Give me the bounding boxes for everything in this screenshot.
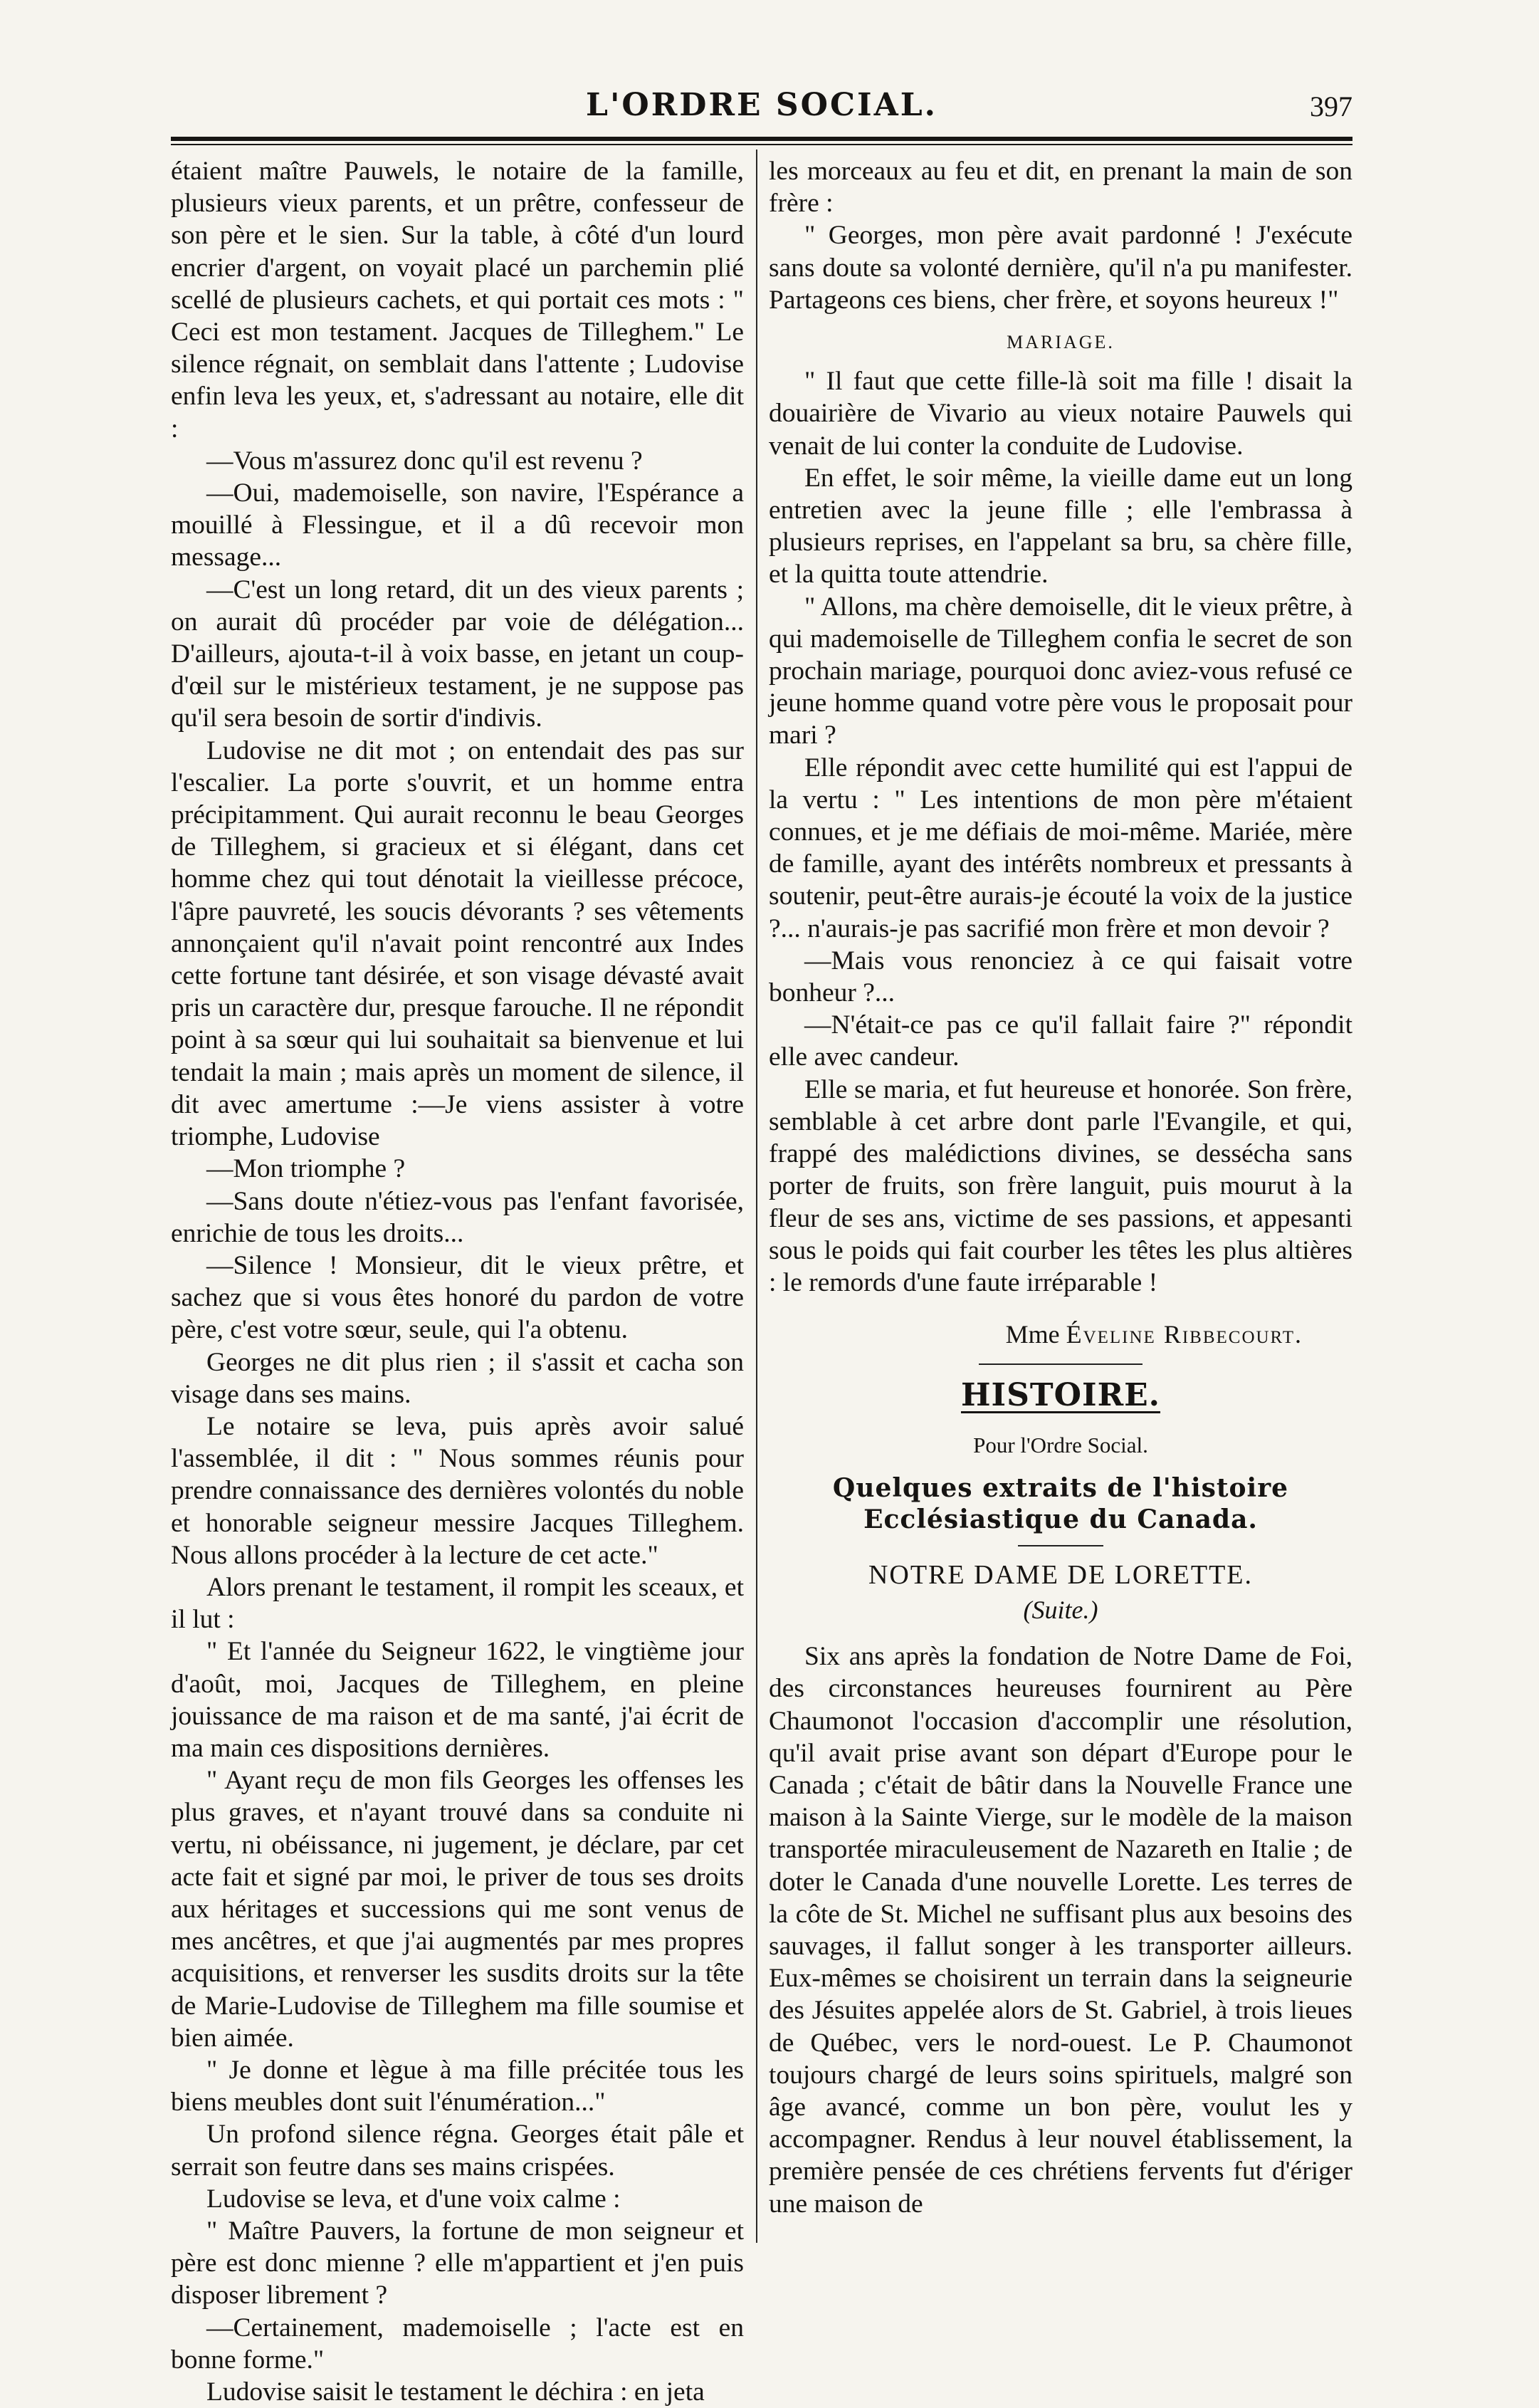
paragraph: Six ans après la fondation de Notre Dame de Foi, des circonstances heureuses fournirent au Père Chaumonot l'occasion d'accomplir une résolution, qu'il avait prise avant son départ d'Europe pour le Canada ; c'était de bâtir dans la Nouvelle France une maison à la Sainte Vierge, sur le modèle de la maison transportée miraculeusement de Nazareth en Italie ; de doter le Canada d'une nouvelle Lorette. Les terres de la côte de St. Michel ne suffisant plus aux besoins des sauvages, il fallut songer à les transporter ailleurs. Eux-mêmes se choisirent un terrain dans la seigneurie des Jésuites appelée alors de St. Gabriel, à trois lieues de Québec, vers le nord-ouest. Le P. Chaumonot toujours chargé de leurs soins spirituels, malgré son âge avancé, comme un bon père, voulut les y accompagner. Rendus à leur nouvel établissement, la première pensée de ces chrétiens fervents fut d'ériger une maison de: [769, 1642, 1352, 2219]
column-divider: [756, 150, 757, 2243]
header-rule-thick: [171, 137, 1352, 141]
mariage-heading: MARIAGE.: [1007, 332, 1115, 353]
paragraph: Ludovise ne dit mot ; on entendait des pas sur l'escalier. La porte s'ouvrit, et un homme entra précipitamment. Qui aurait reconnu le beau Georges de Tilleghem, si gracieux et si élégant, dans cet homme chez qui tout dénotait la vieillesse précoce, l'âpre pauvreté, les soucis dévorants ? ses vêtements annonçaient qu'il n'avait point rencontré aux Indes cette fortune tant désirée, et son visage dévasté avait pris un caractère dur, presque farouche. Il ne répondit point à sa sœur qui lui souhaitait sa bienvenue et lui tendait la main ; mais après un moment de silence, il dit avec amertume :—Je viens assister à votre triomphe, Ludovise: [171, 736, 744, 1152]
section-title: HISTOIRE.: [960, 1377, 1160, 1414]
chapter-title: NOTRE DAME DE LORETTE.: [868, 1559, 1254, 1590]
left-column: [171, 155, 744, 2408]
article-title: Quelques extraits de l'histoire Ecclésiastique du Canada.: [832, 1472, 1289, 1534]
header-rule-thin: [171, 144, 1352, 145]
paragraph: —Oui, mademoiselle, son navire, l'Espérance a mouillé à Flessingue, et il a dû recevoir mon message...: [171, 478, 744, 572]
paragraph: " Ayant reçu de mon fils Georges les offenses les plus graves, et n'ayant trouvé dans sa conduite ni vertu, ni obéissance, ni jugement, je déclare, par cet acte fait et signé par moi, le priver de tous ses droits aux héritages et successions qui me sont venus de mes ancêtres, et que j'ai augmentés par mes propres acquisitions, et renverser les susdits droits sur la tête de Marie-Ludovise de Tilleghem ma fille soumise et bien aimée.: [171, 1766, 744, 2053]
section-separator: [979, 1363, 1143, 1365]
newspaper-title: L'ORDRE SOCIAL.: [586, 87, 937, 123]
paragraph: —Mon triomphe ?: [206, 1154, 406, 1184]
page-number: 397: [1310, 90, 1352, 122]
masthead: [171, 87, 1352, 134]
paragraph: —N'était-ce pas ce qu'il fallait faire ?" répondit elle avec candeur.: [769, 1010, 1352, 1072]
section-subtitle: Pour l'Ordre Social.: [973, 1432, 1148, 1457]
paragraph: Alors prenant le testament, il rompit les sceaux, et il lut :: [171, 1572, 744, 1635]
paragraph: " Et l'année du Seigneur 1622, le vingtième jour d'août, moi, Jacques de Tilleghem, en pleine jouissance de ma raison et de ma santé, j'ai écrit de ma main ces dispositions dernières.: [171, 1637, 744, 1763]
paragraph: étaient maître Pauwels, le notaire de la famille, plusieurs vieux parents, et un prêtre, confesseur de son père et le sien. Sur la table, à côté d'un lourd encrier d'argent, on voyait placé un parchemin plié scellé de plusieurs cachets, et qui portait ces mots : " Ceci est mon testament. Jacques de Tilleghem." Le silence régnait, on semblait dans l'attente ; Ludovise enfin leva les yeux, et, s'adressant au notaire, elle dit :: [171, 157, 744, 444]
paragraph: " Georges, mon père avait pardonné ! J'exécute sans doute sa volonté dernière, qu'il n'a pu manifester. Partageons ces biens, cher frère, et soyons heureux !": [769, 221, 1352, 315]
paragraph: les morceaux au feu et dit, en prenant la main de son frère :: [769, 157, 1352, 219]
paragraph: —Certainement, mademoiselle ; l'acte est en bonne forme.": [171, 2313, 744, 2375]
right-column: [769, 155, 1352, 2220]
paragraph: —Sans doute n'étiez-vous pas l'enfant favorisée, enrichie de tous les droits...: [171, 1186, 744, 1248]
signature-prefix: Mme: [1005, 1320, 1060, 1349]
paragraph: " Je donne et lègue à ma fille précitée tous les biens meubles dont suit l'énumération...": [171, 2055, 744, 2118]
paragraph: Le notaire se leva, puis après avoir salué l'assemblée, il dit : " Nous sommes réunis pour prendre connaissance des dernières volontés du noble et honorable seigneur messire Jacques Tilleghem. Nous allons procéder à la lecture de cet acte.": [171, 1411, 744, 1570]
paragraph: Un profond silence régna. Georges était pâle et serrait son feutre dans ses mains crispées.: [171, 2120, 744, 2182]
paragraph: —C'est un long retard, dit un des vieux parents ; on aurait dû procéder par voie de délégation... D'ailleurs, ajouta-t-il à voix basse, en jetant un coup-d'œil sur le mistérieux testament, je ne suppose pas qu'il sera besoin de sortir d'indivis.: [171, 575, 744, 733]
paragraph: —Mais vous renonciez à ce qui faisait votre bonheur ?...: [769, 946, 1352, 1008]
paragraph: En effet, le soir même, la vieille dame eut un long entretien avec la jeune fille ; elle l'embrassa à plusieurs reprises, en l'appelant sa bru, sa chère fille, et la quitta toute attendrie.: [769, 463, 1352, 590]
paragraph: —Vous m'assurez donc qu'il est revenu ?: [206, 446, 643, 476]
paragraph: " Maître Pauvers, la fortune de mon seigneur et père est donc mienne ? elle m'appartient et j'en puis disposer librement ?: [171, 2216, 744, 2310]
paragraph: " Il faut que cette fille-là soit ma fille ! disait la douairière de Vivario au vieux notaire Pauwels qui venait de lui conter la conduite de Ludovise.: [769, 367, 1352, 461]
paragraph: —Silence ! Monsieur, dit le vieux prêtre, et sachez que si vous êtes honoré du pardon de votre père, c'est votre sœur, seule, qui l'a obtenu.: [171, 1250, 744, 1345]
chapter-note: (Suite.): [1023, 1595, 1098, 1624]
title-rule: [1018, 1545, 1103, 1546]
paragraph: Elle se maria, et fut heureuse et honorée. Son frère, semblable à cet arbre dont parle l'Evangile, et qui, frappé des malédictions divines, se dessécha sans porter de fruits, son frère languit, puis mourut à la fleur de ses ans, victime de ses passions, et appesanti sous le poids qui fait courber les têtes les plus altières : le remords d'une faute irréparable !: [769, 1074, 1352, 1297]
paragraph: Ludovise se leva, et d'une voix calme :: [206, 2184, 621, 2214]
signature-name: Éveline Ribbecourt.: [1066, 1320, 1303, 1349]
paragraph: " Allons, ma chère demoiselle, dit le vieux prêtre, à qui mademoiselle de Tilleghem confia le secret de son prochain mariage, pourquoi donc aviez-vous refusé ce jeune homme quand votre père vous le proposait pour mari ?: [769, 592, 1352, 750]
author-signature: [769, 1319, 1352, 1351]
paragraph: Elle répondit avec cette humilité qui est l'appui de la vertu : " Les intentions de mon père m'étaient connues, et je me défiais de moi-même. Mariée, mère de famille, ayant des intérêts nombreux et pressants à soutenir, peut-être aurais-je écouté la voix de la justice ?... n'aurais-je pas sacrifié mon frère et mon devoir ?: [769, 753, 1352, 943]
paragraph: Georges ne dit plus rien ; il s'assit et cacha son visage dans ses mains.: [171, 1347, 744, 1409]
paragraph: Ludovise saisit le testament le déchira : en jeta: [206, 2377, 705, 2407]
